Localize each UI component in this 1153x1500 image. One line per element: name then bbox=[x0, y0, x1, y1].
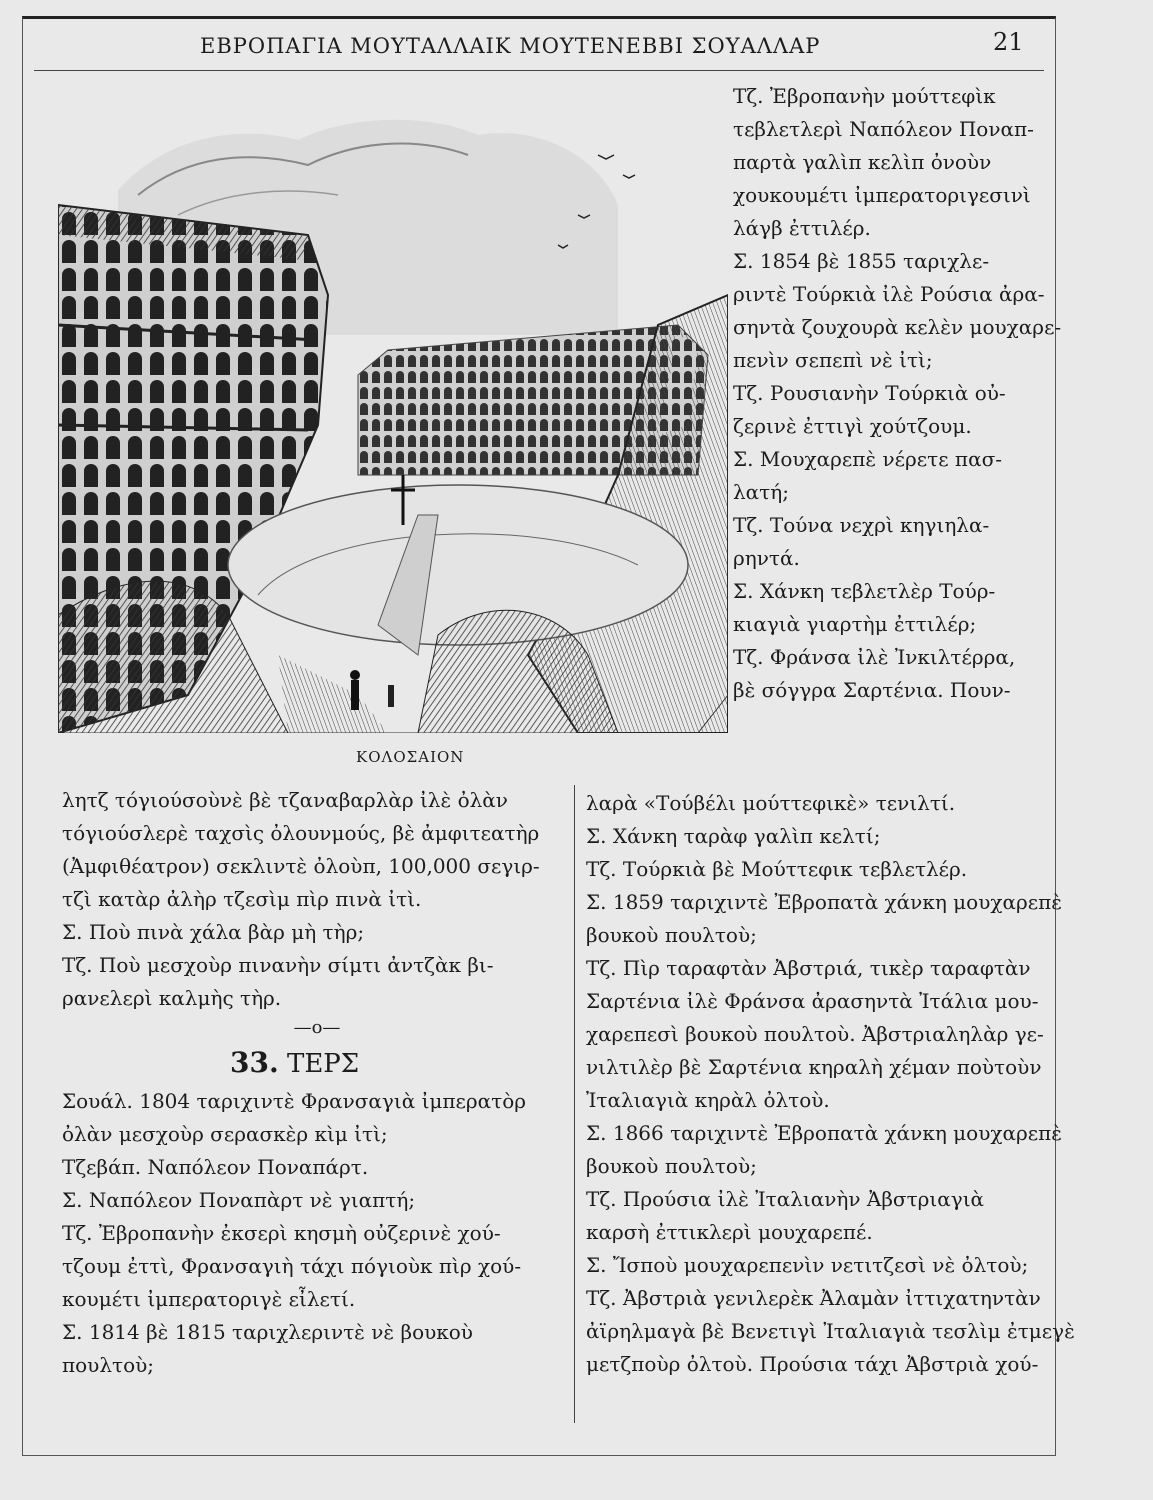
text-line: Σαρτένια ἰλὲ Φράνσα ἀρασηντὰ Ἰτάλια μου- bbox=[586, 989, 1039, 1013]
text-line: Σ. Χάνκη ταρὰφ γαλὶπ κελτί; bbox=[586, 824, 881, 848]
page-number: 21 bbox=[993, 28, 1024, 56]
column-separator bbox=[574, 785, 575, 1423]
text-line: ὀλὰν μεσχοὺρ σερασκὲρ κὶμ ἰτὶ; bbox=[62, 1122, 388, 1146]
text-line: λατή; bbox=[733, 480, 789, 504]
colosseum-engraving bbox=[58, 95, 728, 733]
text-line: Σ. 1859 ταριχιντὲ Ἐβροπατὰ χάνκη μουχαρεπὲ bbox=[586, 890, 1062, 914]
section-ornament: —o— bbox=[293, 1017, 341, 1038]
text-line: Τζ. Ποὺ μεσχοὺρ πινανὴν σίμτι ἀντζὰκ βι- bbox=[62, 953, 494, 977]
section-title: ΤΕΡΣ bbox=[286, 1049, 360, 1079]
text-line: Τζ. Τούρκιὰ βὲ Μούττεφικ τεβλετλέρ. bbox=[586, 857, 968, 881]
text-line: Ἰταλιαγιὰ κηρὰλ ὀλτοὺ. bbox=[586, 1088, 830, 1112]
text-line: ριντὲ Τούρκιὰ ἰλὲ Ρούσια ἀρα- bbox=[733, 282, 1045, 306]
running-title: ΕΒΡΟΠΑΓΙΑ ΜΟΥΤΑΛΛΑΙΚ ΜΟΥΤΕΝΕΒΒΙ ΣΟΥΑΛΛΑΡ bbox=[200, 34, 821, 58]
text-line: πουλτοὺ; bbox=[62, 1353, 155, 1377]
section-number: 33. bbox=[230, 1046, 279, 1079]
text-line: Σ. 1814 βὲ 1815 ταριχλεριντὲ νὲ βουκοὺ bbox=[62, 1320, 473, 1344]
text-line: Σ. Μουχαρεπὲ νέρετε πασ- bbox=[733, 447, 1002, 471]
text-line: Σ. Ποὺ πινὰ χάλα βὰρ μὴ τὴρ; bbox=[62, 920, 365, 944]
text-line: παρτὰ γαλὶπ κελὶπ ὀνοὺν bbox=[733, 150, 992, 174]
text-line: ἀϊρηλμαγὰ βὲ Βενετιγὶ Ἰταλιαγιὰ τεσλὶμ ἐτμεγὲ bbox=[586, 1319, 1075, 1343]
text-line: βουκοὺ πουλτοὺ; bbox=[586, 1154, 757, 1178]
right-column-bottom bbox=[586, 787, 1075, 1381]
text-line: (Ἀμφιθέατρον) σεκλιντὲ ὀλοὺπ, 100,000 σεγιρ- bbox=[62, 854, 540, 878]
text-line: λάγβ ἐττιλέρ. bbox=[733, 216, 871, 240]
text-line: Σ. Ἴσποὺ μουχαρεπενὶν νετιτζεσὶ νὲ ὀλτοὺ; bbox=[586, 1253, 1029, 1277]
text-line: ζερινὲ ἐττιγὶ χούτζουμ. bbox=[733, 414, 972, 438]
text-line: λαρὰ «Τούβέλι μούττεφικὲ» τενιλτί. bbox=[586, 791, 956, 815]
text-line: Τζ. Πὶρ ταραφτὰν Ἀβστριά, τικὲρ ταραφτὰν bbox=[586, 956, 1031, 980]
text-line: Τζ. Ἐβροπανὴν μούττεφὶκ bbox=[733, 84, 996, 108]
text-line: Τζ. Τούνα νεχρὶ κηγιηλα- bbox=[733, 513, 990, 537]
text-line: πενὶν σεπεπὶ νὲ ἰτὶ; bbox=[733, 348, 933, 372]
text-line: μετζποὺρ ὀλτοὺ. Προύσια τάχι Ἀβστριὰ χού- bbox=[586, 1352, 1039, 1376]
text-line: Τζ. Ἀβστριὰ γενιλερὲκ Ἀλαμὰν ἰττιχατηντὰν bbox=[586, 1286, 1041, 1310]
text-line: Σ. Ναπόλεον Ποναπὰρτ νὲ γιαπτή; bbox=[62, 1188, 416, 1212]
text-line: Τζ. Ἐβροπανὴν ἐκσερὶ κησμὴ οὐζερινὲ χού- bbox=[62, 1221, 501, 1245]
text-line: καρσὴ ἐττικλερὶ μουχαρεπέ. bbox=[586, 1220, 873, 1244]
text-line: Σουάλ. 1804 ταριχιντὲ Φρανσαγιὰ ἰμπερατὸρ bbox=[62, 1089, 527, 1113]
left-column bbox=[62, 784, 572, 1382]
text-line: Τζ. Ρουσιανὴν Τούρκιὰ οὐ- bbox=[733, 381, 1006, 405]
text-line: χαρεπεσὶ βουκοὺ πουλτοὺ. Ἀβστριαληλὰρ γε- bbox=[586, 1022, 1044, 1046]
right-column-top bbox=[733, 80, 1062, 707]
header-rule bbox=[34, 70, 1044, 71]
text-line: νιλτιλὲρ βὲ Σαρτένια κηραλὴ χέμαν ποὺτοὺν bbox=[586, 1055, 1042, 1079]
illustration-caption: ΚΟΛΟΣΑΙΟΝ bbox=[356, 748, 465, 766]
text-line: Σ. Χάνκη τεβλετλὲρ Τούρ- bbox=[733, 579, 996, 603]
text-line: τζουμ ἐττὶ, Φρανσαγιὴ τάχι πόγιοὺκ πὶρ χού- bbox=[62, 1254, 522, 1278]
text-line: λητζ τόγιούσοὺνὲ βὲ τζαναβαρλὰρ ἰλὲ ὀλὰν bbox=[62, 788, 508, 812]
text-line: Τζ. Φράνσα ἰλὲ Ἰνκιλτέρρα, bbox=[733, 645, 1016, 669]
text-line: κουμέτι ἰμπερατοριγὲ εἶλετί. bbox=[62, 1287, 356, 1311]
text-line: βουκοὺ πουλτοὺ; bbox=[586, 923, 757, 947]
text-line: ρανελερὶ καλμὴς τὴρ. bbox=[62, 986, 282, 1010]
text-line: Σ. 1854 βὲ 1855 ταριχλε- bbox=[733, 249, 990, 273]
text-line: τεβλετλερὶ Ναπόλεον Ποναπ- bbox=[733, 117, 1034, 141]
text-line: Σ. 1866 ταριχιντὲ Ἐβροπατὰ χάνκη μουχαρεπὲ bbox=[586, 1121, 1062, 1145]
text-line: ρηντά. bbox=[733, 546, 800, 570]
text-line: βὲ σόγγρα Σαρτένια. Πουν- bbox=[733, 678, 1011, 702]
text-line: τόγιούσλερὲ ταχσὶς ὀλουνμούς, βὲ ἀμφιτεατὴρ bbox=[62, 821, 540, 845]
section-heading bbox=[62, 1041, 572, 1085]
text-line: Τζεβάπ. Ναπόλεον Ποναπάρτ. bbox=[62, 1155, 369, 1179]
text-line: χουκουμέτι ἰμπερατοριγεσινὶ bbox=[733, 183, 1031, 207]
text-line: σηντὰ ζουχουρὰ κελὲν μουχαρε- bbox=[733, 315, 1062, 339]
text-line: Τζ. Προύσια ἰλὲ Ἰταλιανὴν Ἀβστριαγιὰ bbox=[586, 1187, 985, 1211]
text-line: κιαγιὰ γιαρτὴμ ἐττιλέρ; bbox=[733, 612, 977, 636]
text-line: τζὶ κατὰρ ἀλὴρ τζεσὶμ πὶρ πινὰ ἰτὶ. bbox=[62, 887, 422, 911]
